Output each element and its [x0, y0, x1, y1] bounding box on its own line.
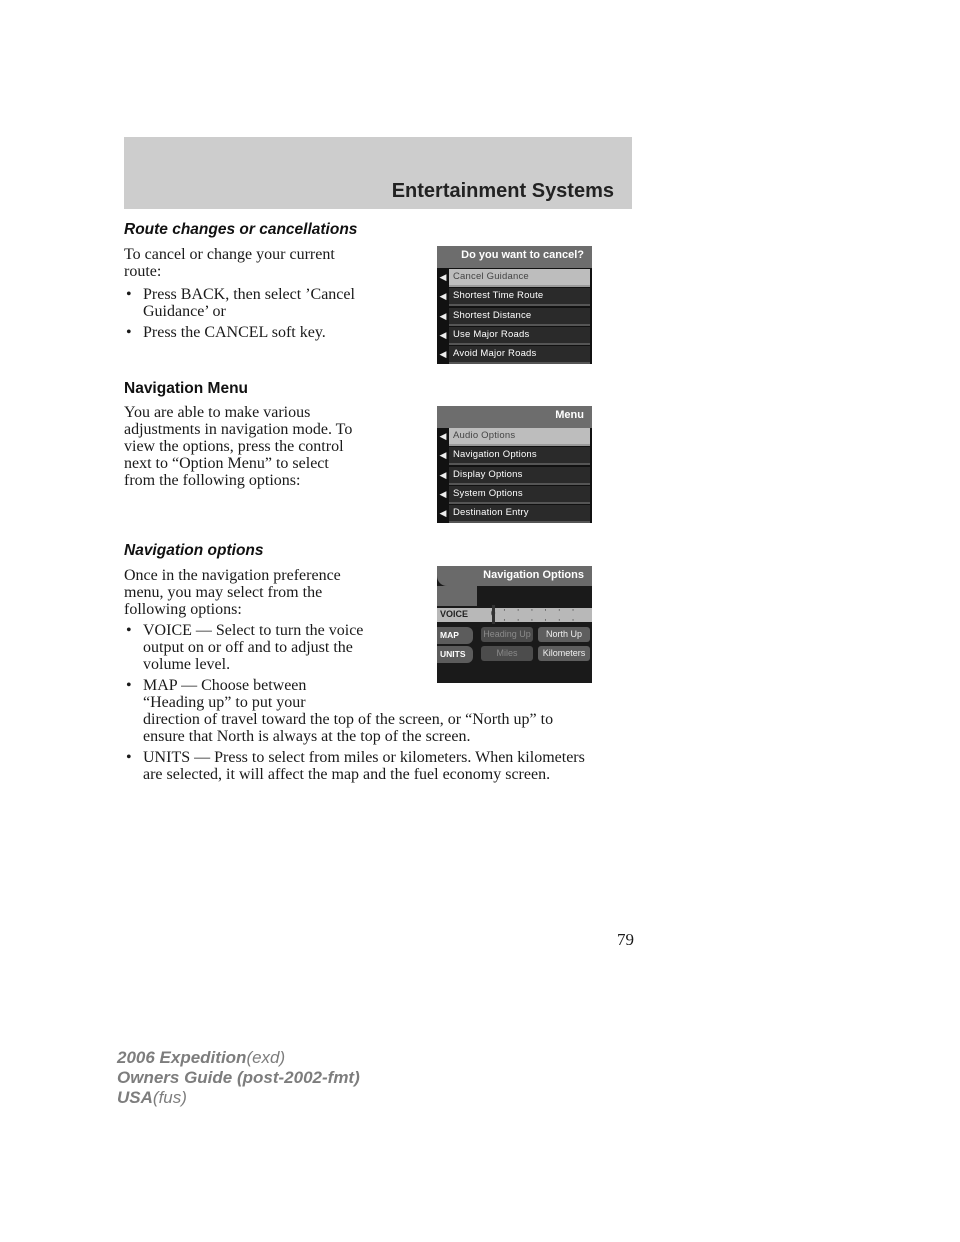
nav-menu-heading: Navigation Menu — [124, 380, 249, 397]
bullet-dot: • — [126, 324, 132, 341]
voice-volume-dots: · · · · · · · · · · · · — [503, 606, 579, 626]
menu-item-cancel-guidance[interactable] — [437, 269, 592, 287]
north-up-button[interactable]: North Up — [538, 627, 590, 642]
bullet-dot: • — [126, 749, 132, 766]
bullet-dot: • — [126, 622, 132, 639]
left-arrow-icon: ◀ — [439, 451, 447, 461]
voice-slider-handle[interactable] — [492, 605, 495, 624]
voice-row[interactable] — [437, 608, 592, 626]
bullet-dot: • — [126, 286, 132, 303]
map-label: MAP — [440, 630, 459, 640]
cancel-screen-title: Do you want to cancel? — [461, 249, 584, 261]
title-bar-shoulder — [437, 586, 477, 606]
menu-item-label: Destination Entry — [453, 507, 529, 518]
bullet-line: volume level. — [143, 656, 231, 673]
bullet-line: Press BACK, then select ’Cancel — [143, 286, 355, 303]
cancel-screen-title-bar — [437, 246, 592, 268]
menu-screen-title: Menu — [555, 409, 584, 421]
map-bullet — [126, 677, 646, 745]
left-arrow-icon: ◀ — [439, 350, 447, 360]
nav-options-screen-title-bar — [437, 566, 592, 586]
voice-label: VOICE — [440, 609, 469, 619]
menu-item-use-major-roads[interactable] — [437, 327, 592, 345]
para-line: view the options, press the control — [124, 438, 344, 455]
left-arrow-icon: ◀ — [439, 509, 447, 519]
menu-item-label: System Options — [453, 488, 523, 499]
menu-item-avoid-major-roads[interactable] — [437, 346, 592, 364]
para-line: adjustments in navigation mode. To — [124, 421, 353, 438]
menu-item-shortest-time[interactable] — [437, 288, 592, 306]
map-row — [437, 627, 592, 645]
bullet-line: Press the CANCEL soft key. — [143, 324, 326, 341]
footer-model-code: (exd) — [246, 1048, 286, 1067]
kilometers-button[interactable]: Kilometers — [538, 646, 590, 661]
para-line: You are able to make various — [124, 404, 311, 421]
menu-item-label: Shortest Distance — [453, 310, 532, 321]
footer-model: 2006 Expedition — [117, 1048, 247, 1067]
units-tag — [437, 646, 473, 663]
menu-item-shortest-distance[interactable] — [437, 308, 592, 326]
route-intro-line: route: — [124, 263, 162, 280]
bullet-line: VOICE — Select to turn the voice — [143, 622, 364, 639]
bullet-line: ensure that North is always at the top of the screen. — [143, 728, 471, 745]
route-intro-line: To cancel or change your current — [124, 246, 335, 263]
menu-item-system-options[interactable] — [437, 486, 592, 504]
left-arrow-icon: ◀ — [439, 471, 447, 481]
map-tag — [437, 627, 473, 644]
nav-options-heading: Navigation options — [124, 542, 264, 559]
cancel-screen — [437, 246, 592, 364]
left-arrow-icon: ◀ — [439, 490, 447, 500]
left-arrow-icon: ◀ — [439, 312, 447, 322]
menu-item-display-options[interactable] — [437, 467, 592, 485]
bullet-line: direction of travel toward the top of the screen, or “North up” to — [143, 711, 554, 728]
menu-item-audio-options[interactable] — [437, 428, 592, 446]
left-arrow-icon: ◀ — [439, 273, 447, 283]
bullet-line: MAP — Choose between — [143, 677, 307, 694]
route-heading: Route changes or cancellations — [124, 221, 358, 238]
para-line: menu, you may select from the — [124, 584, 323, 601]
menu-item-label: Cancel Guidance — [453, 271, 529, 282]
voice-bullet — [126, 622, 416, 673]
units-label: UNITS — [440, 649, 466, 659]
section-title: Entertainment Systems — [391, 180, 614, 202]
para-line: Once in the navigation preference — [124, 567, 341, 584]
para-line: next to “Option Menu” to select — [124, 455, 329, 472]
menu-item-navigation-options[interactable] — [437, 447, 592, 465]
bullet-line: “Heading up” to put your — [143, 694, 306, 711]
route-intro — [124, 246, 335, 280]
section-header-band — [124, 137, 632, 209]
nav-options-screen-title: Navigation Options — [483, 569, 584, 581]
para-line: from the following options: — [124, 472, 301, 489]
route-bullet — [126, 324, 386, 341]
bullet-line: Guidance’ or — [143, 303, 226, 320]
menu-screen-title-bar — [437, 406, 592, 428]
bullet-dot: • — [126, 677, 132, 694]
menu-screen — [437, 406, 592, 523]
para-line: following options: — [124, 601, 242, 618]
left-arrow-icon: ◀ — [439, 292, 447, 302]
left-arrow-icon: ◀ — [439, 432, 447, 442]
menu-item-label: Audio Options — [453, 430, 516, 441]
miles-button[interactable]: Miles — [481, 646, 533, 661]
document-footer — [117, 1048, 360, 1108]
footer-guide: Owners Guide (post-2002-fmt) — [117, 1068, 360, 1087]
bullet-line: are selected, it will affect the map and the fuel economy screen. — [143, 766, 551, 783]
menu-item-label: Use Major Roads — [453, 329, 530, 340]
page-number: 79 — [617, 930, 634, 949]
bullet-line: output on or off and to adjust the — [143, 639, 353, 656]
units-row — [437, 646, 592, 664]
nav-options-para — [124, 567, 341, 618]
heading-up-button[interactable]: Heading Up — [481, 627, 533, 642]
nav-options-screen — [437, 566, 592, 683]
menu-item-label: Avoid Major Roads — [453, 348, 537, 359]
footer-market-code: (fus) — [152, 1088, 187, 1107]
menu-item-label: Display Options — [453, 469, 523, 480]
nav-menu-para — [124, 404, 352, 489]
units-bullet — [126, 749, 646, 783]
menu-item-destination-entry[interactable] — [437, 505, 592, 523]
bullet-line: UNITS — Press to select from miles or kilometers. When kilometers — [143, 749, 585, 766]
left-arrow-icon: ◀ — [439, 331, 447, 341]
footer-market: USA — [117, 1088, 153, 1107]
route-bullet — [126, 286, 386, 320]
menu-item-label: Navigation Options — [453, 449, 537, 460]
menu-item-label: Shortest Time Route — [453, 290, 544, 301]
